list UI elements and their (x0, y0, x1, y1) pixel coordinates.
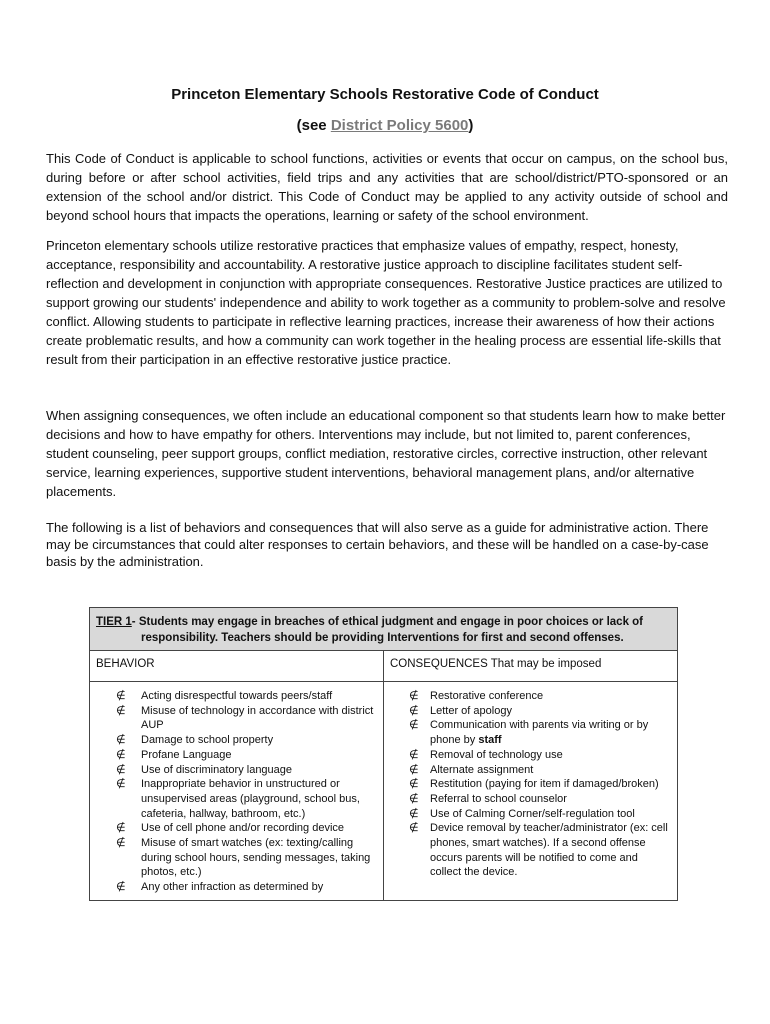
list-item (90, 763, 383, 778)
consequences-list (384, 689, 677, 880)
list-item (384, 792, 677, 807)
bullet-icon: ∉ (116, 778, 126, 791)
behavior-text: Profane Language (141, 748, 232, 761)
list-item (384, 807, 677, 822)
bullet-icon: ∉ (409, 748, 419, 761)
bullet-icon: ∉ (409, 822, 419, 835)
page-title: Princeton Elementary Schools Restorative Code of Conduct (171, 86, 599, 103)
consequence-text: Use of Calming Corner/self-regulation tool (430, 807, 635, 820)
tier1-heading-line1: - Students may engage in breaches of ethical judgment and engage in poor choices or lack of (131, 616, 644, 628)
tier1-heading (90, 608, 677, 651)
list-item (90, 748, 383, 763)
district-policy-link[interactable]: District Policy 5600 (330, 117, 469, 134)
subtitle-suffix: ) (468, 117, 474, 134)
bullet-icon: ∉ (409, 704, 419, 717)
consequence-text: Removal of technology use (430, 748, 563, 761)
paragraph-scope: This Code of Conduct is applicable to school functions, activities or events that occur on campus, on the school bus, during before or after school activities, field trips and any activities that are school/district/PTO-sponsored or an extension of the school and/or district. This Code of Conduct may be applied to any activity outside of school and beyond school hours that impacts the operations, learning or safety of the school environment. (46, 151, 728, 223)
bullet-icon: ∉ (116, 837, 126, 850)
list-item (384, 763, 677, 778)
paragraph-guide: The following is a list of behaviors and consequences that will also serve as a guide for administrative action. There may be circumstances that could alter responses to certain behaviors, and these will be handled on a case-by-case basis by the administration. (46, 520, 709, 569)
bullet-icon: ∉ (116, 763, 126, 776)
behavior-text: Any other infraction as determined by (141, 881, 324, 894)
consequence-text: Restorative conference (430, 690, 544, 702)
bullet-icon: ∉ (409, 778, 419, 791)
list-item (384, 777, 677, 792)
bullet-icon: ∉ (409, 807, 419, 820)
list-item (90, 880, 383, 895)
consequence-text: Alternate assignment (430, 763, 534, 776)
list-item (384, 821, 677, 880)
consequence-text: Referral to school counselor (430, 792, 567, 805)
list-item (90, 821, 383, 836)
behavior-text: Damage to school property (141, 734, 274, 747)
consequence-text: Device removal by teacher/administrator (ex: cell phones, smart watches). If a second offense occurs parents will be notified to come and collect the device. (430, 822, 668, 879)
behavior-text: Use of discriminatory language (141, 763, 293, 776)
behavior-text: Use of cell phone and/or recording device (141, 822, 345, 835)
list-item (384, 718, 677, 747)
list-item (90, 733, 383, 748)
behavior-list (90, 689, 383, 895)
tier1-label: TIER 1 (96, 616, 132, 628)
paragraph-consequences: When assigning consequences, we often include an educational component so that students learn how to make better decisions and how to have empathy for others. Interventions may include, but not limited to, parent conferences, student counseling, peer support groups, conflict mediation, restorative circles, corrective instruction, other relevant service, learning experiences, supportive student interventions, behavioral management plans, and/or alternative placements. (46, 408, 726, 499)
bullet-icon: ∉ (409, 690, 419, 702)
bullet-icon: ∉ (409, 719, 419, 732)
behavior-header: BEHAVIOR (90, 651, 384, 681)
list-item (90, 704, 383, 733)
consequences-column (384, 682, 677, 900)
consequence-text: Restitution (paying for item if damaged/broken) (430, 778, 659, 791)
list-item (384, 689, 677, 704)
consequences-header: CONSEQUENCES That may be imposed (390, 658, 602, 670)
bullet-icon: ∉ (116, 734, 126, 747)
bullet-icon: ∉ (116, 822, 126, 835)
behavior-column (90, 682, 384, 900)
consequence-text: Letter of apology (430, 704, 512, 717)
page-subtitle (0, 117, 770, 134)
list-item (90, 836, 383, 880)
bullet-icon: ∉ (409, 792, 419, 805)
bullet-icon: ∉ (116, 704, 126, 717)
tier1-table (89, 607, 678, 901)
list-item (384, 704, 677, 719)
consequence-text: Communication with parents via writing or by phone by (430, 719, 649, 747)
behavior-text: Inappropriate behavior in unstructured or unsupervised areas (playground, school bus, cafeteria, hallway, bathroom, etc.) (141, 778, 360, 820)
consequence-bold-text: staff (478, 734, 502, 747)
tier1-heading-line2: responsibility. Teachers should be providing Interventions for first and second offenses. (141, 632, 624, 644)
bullet-icon: ∉ (116, 690, 126, 702)
behavior-text: Acting disrespectful towards peers/staff (141, 690, 333, 702)
tier1-body-row (90, 682, 677, 900)
tier1-column-headers (90, 651, 677, 682)
list-item (90, 777, 383, 821)
bullet-icon: ∉ (116, 748, 126, 761)
paragraph-restorative-practices: Princeton elementary schools utilize restorative practices that emphasize values of empathy, respect, honesty, acceptance, responsibility and accountability. A restorative justice approach to discipline facilitates student self-reflection and development in conjunction with appropriate consequences. Restorative Justice practices are utilized to support growing our students' independence and ability to work together as a community to problem-solve and resolve conflict. Allowing students to participate in reflective learning practices, increase their awareness of how their actions create problematic results, and how a community can work together in the healing process are essential life-skills that result from their participation in an effective restorative justice practice. (46, 238, 726, 367)
behavior-text: Misuse of smart watches (ex: texting/calling during school hours, sending messages, taking photos, etc.) (141, 837, 371, 879)
subtitle-prefix: (see (296, 117, 331, 134)
bullet-icon: ∉ (409, 763, 419, 776)
bullet-icon: ∉ (116, 881, 126, 894)
list-item (384, 748, 677, 763)
list-item (90, 689, 383, 704)
behavior-text: Misuse of technology in accordance with district AUP (141, 704, 374, 732)
